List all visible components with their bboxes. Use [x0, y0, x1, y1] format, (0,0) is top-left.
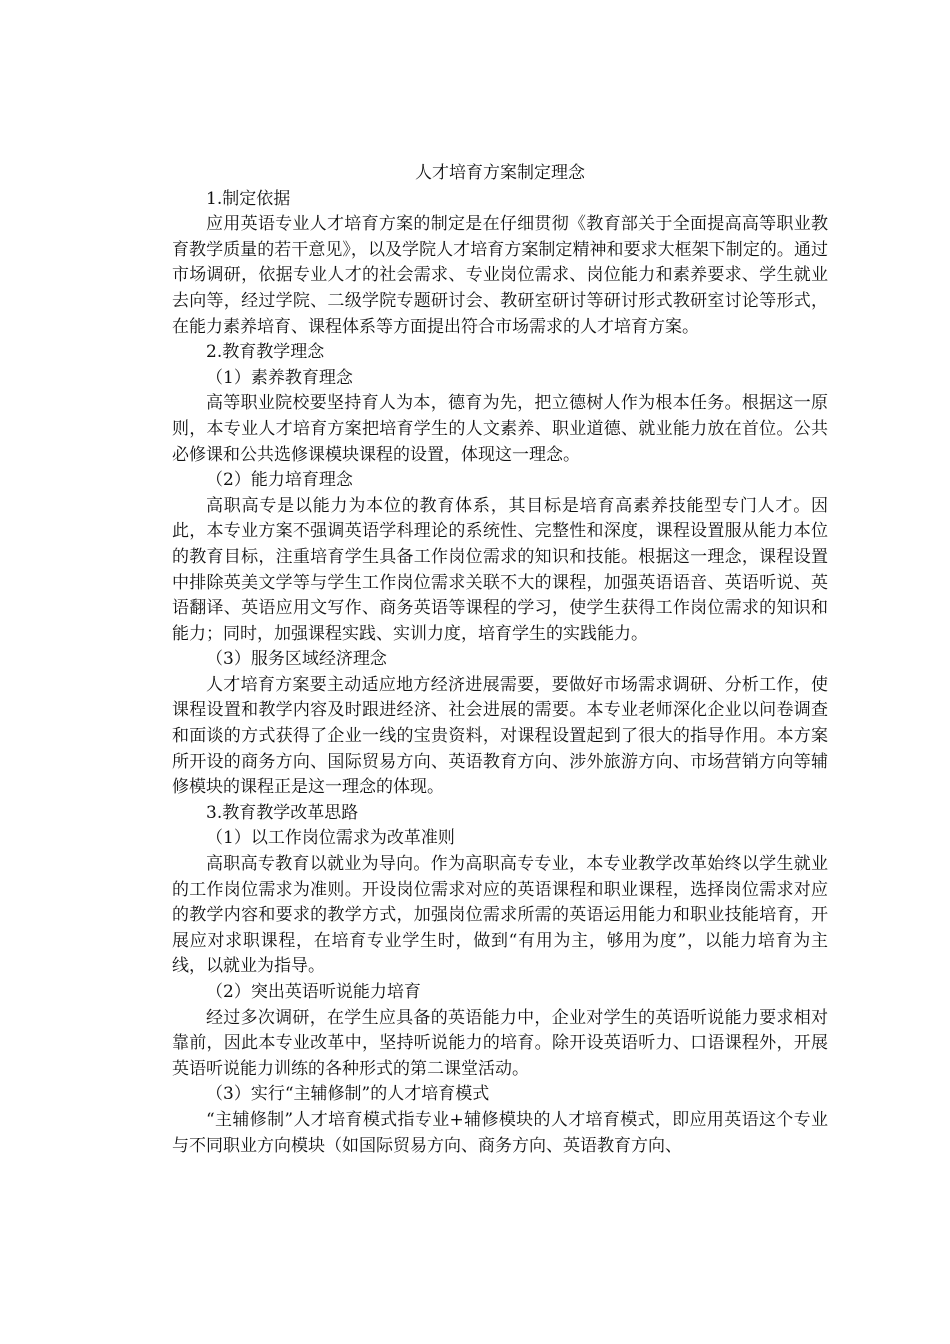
paragraph: 经过多次调研，在学生应具备的英语能力中，企业对学生的英语听说能力要求相对靠前，因此本专业改革中，坚持听说能力的培育。除开设英语听力、口语课程外，开展英语听说能力训练的各种形式的第二课堂活动。: [172, 1007, 828, 1079]
section-heading: 1.制定依据: [206, 188, 291, 209]
section-heading: 2.教育教学理念: [206, 342, 325, 363]
paragraph: 高等职业院校要坚持育人为本，德育为先，把立德树人作为根本任务。根据这一原则，本专业人才培育方案把培育学生的人文素养、职业道德、就业能力放在首位。公共必修课和公共选修课模块课程的设置，体现这一理念。: [172, 393, 828, 465]
document-title: 人才培育方案制定理念: [415, 163, 585, 183]
paragraph: “主辅修制”人才培育模式指专业+辅修模块的人才培育模式，即应用英语这个专业与不同职业方向模块（如国际贸易方向、商务方向、英语教育方向、: [172, 1109, 828, 1156]
subsection-heading: （2）突出英语听说能力培育: [206, 982, 421, 1002]
paragraph: 高职高专教育以就业为导向。作为高职高专专业，本专业教学改革始终以学生就业的工作岗位需求为准则。开设岗位需求对应的英语课程和职业课程，选择岗位需求对应的教学内容和要求的教学方式，加强岗位需求所需的英语运用能力和职业技能培育，开展应对求职课程，在培育专业学生时，做到“有用为主，够用为度”，以能力培育为主线，以就业为指导。: [172, 854, 828, 977]
paragraph: 高职高专是以能力为本位的教育体系，其目标是培育高素养技能型专门人才。因此，本专业方案不强调英语学科理论的系统性、完整性和深度，课程设置服从能力本位的教育目标，注重培育学生具备工作岗位需求的知识和技能。根据这一理念，课程设置中排除英美文学等与学生工作岗位需求关联不大的课程，加强英语语音、英语听说、英语翻译、英语应用文写作、商务英语等课程的学习，使学生获得工作岗位需求的知识和能力；同时，加强课程实践、实训力度，培育学生的实践能力。: [172, 495, 828, 644]
section-heading: 3.教育教学改革思路: [206, 802, 359, 823]
paragraph: 人才培育方案要主动适应地方经济进展需要，要做好市场需求调研、分析工作，使课程设置和教学内容及时跟进经济、社会进展的需要。本专业老师深化企业以问卷调查和面谈的方式获得了企业一线的宝贵资料，对课程设置起到了很大的指导作用。本方案所开设的商务方向、国际贸易方向、英语教育方向、涉外旅游方向、市场营销方向等辅修模块的课程正是这一理念的体现。: [172, 674, 828, 798]
subsection-heading: （2）能力培育理念: [206, 470, 353, 491]
paragraph: 应用英语专业人才培育方案的制定是在仔细贯彻《教育部关于全面提高高等职业教育教学质量的若干意见》，以及学院人才培育方案制定精神和要求大框架下制定的。通过市场调研，依据专业人才的社会需求、专业岗位需求、岗位能力和素养要求、学生就业去向等，经过学院、二级学院专题研讨会、教研室研讨等研讨形式教研室讨论等形式，在能力素养培育、课程体系等方面提出符合市场需求的人才培育方案。: [172, 214, 828, 337]
subsection-heading: （3）服务区域经济理念: [206, 649, 387, 670]
document-page: [172, 161, 828, 1159]
subsection-heading: （1）以工作岗位需求为改革准则: [206, 828, 455, 849]
subsection-heading: （3）实行“主辅修制”的人才培育模式: [206, 1084, 490, 1105]
subsection-heading: （1）素养教育理念: [206, 367, 353, 388]
